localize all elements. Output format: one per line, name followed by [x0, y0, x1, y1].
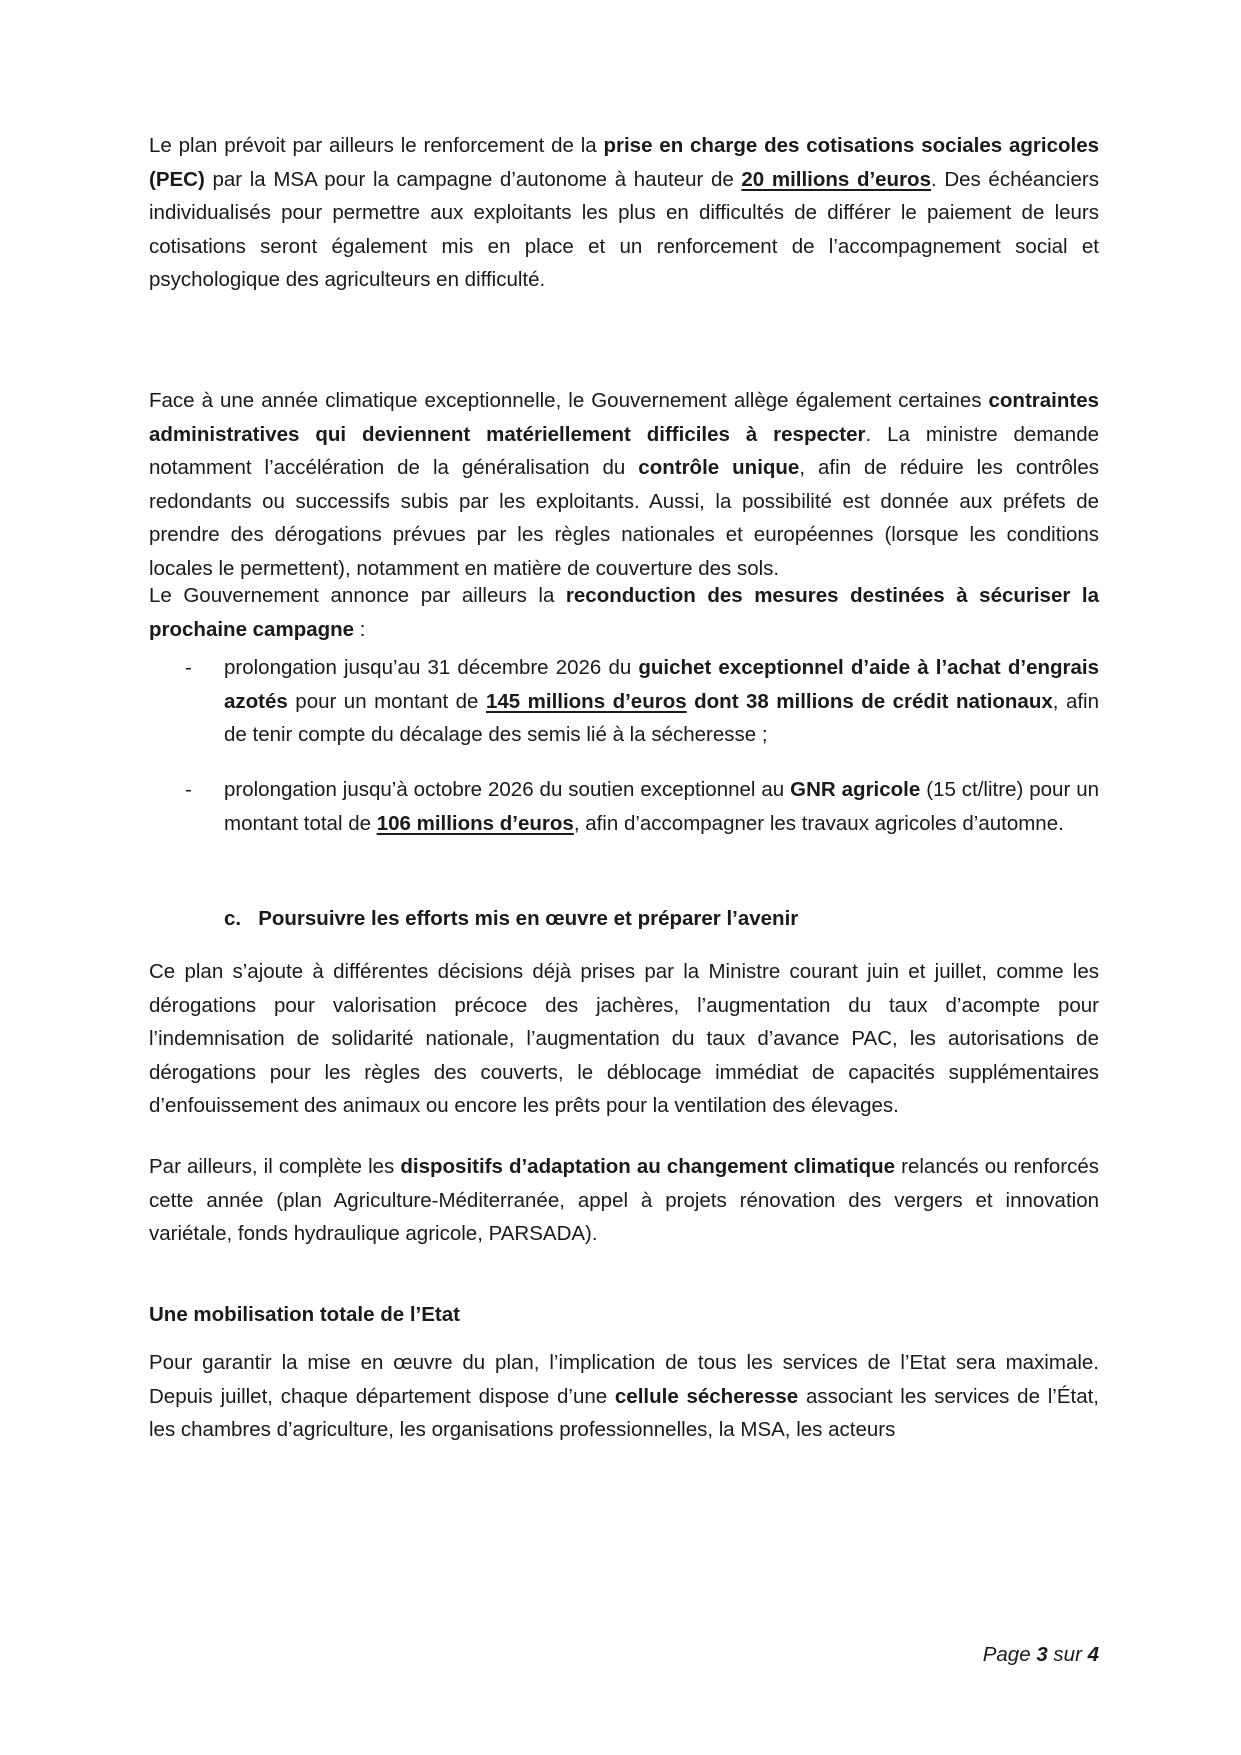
text-run: associant les services de l’État, les chambres d’agriculture, les organisations professionnelles, la MSA, les acteurs — [149, 1384, 1100, 1441]
current-page: 3 — [1036, 1643, 1048, 1666]
text-run: prolongation jusqu’à octobre 2026 du soutien exceptionnel au — [224, 778, 791, 801]
text-run: pour un montant de — [287, 689, 486, 713]
text-run: . La ministre demande notamment l’accélération de la généralisation du — [149, 422, 1099, 479]
subheading-marker: c. — [224, 907, 242, 930]
bullet-dash: - — [185, 778, 192, 801]
bullet-text — [224, 773, 1099, 840]
section-title: Une mobilisation totale de l’Etat — [149, 1303, 460, 1326]
text-run: Pour garantir la mise en œuvre du plan, l’implication de tous les services de l’Etat sera maximale. Depuis juillet, chaque département dispose d’une — [149, 1351, 1099, 1408]
paragraph-pec — [149, 129, 1099, 297]
page-number — [983, 1640, 1099, 1670]
text-run: , afin de tenir compte du décalage des semis lié à la sécheresse ; — [224, 689, 1099, 746]
paragraph-mobilisation — [149, 1346, 1099, 1447]
paragraph-adaptation — [149, 1150, 1099, 1251]
page-separator: sur — [1047, 1643, 1088, 1666]
underlined-amount: 20 millions d’euros — [741, 167, 931, 191]
text-run: Le Gouvernement annonce par ailleurs la — [149, 584, 566, 607]
text-run: . Des échéanciers individualisés pour permettre aux exploitants les plus en difficultés de différer le paiement de leurs cotisations seront également mis en place et un renforcement de l’accompagnement social et psychologique des agriculteurs en difficulté. — [149, 167, 1099, 291]
bullet-text — [224, 651, 1099, 752]
text-run: relancés ou renforcés cette année (plan Agriculture-Méditerranée, appel à projets rénovation des vergers et innovation variétale, fonds hydraulique agricole, PARSADA). — [149, 1155, 1100, 1245]
text-run: : — [354, 617, 366, 641]
underlined-amount: 106 millions d’euros — [376, 811, 574, 835]
text-run: Le plan prévoit par ailleurs le renforcement de la — [149, 134, 604, 157]
bold-text: dispositifs d’adaptation au changement climatique — [400, 1155, 896, 1178]
paragraph-decisions: Ce plan s’ajoute à différentes décisions déjà prises par la Ministre courant juin et juillet, comme les dérogations pour valorisation précoce des jachères, l’augmentation du taux d’acompte pour l’indemnisation de solidarité nationale, l’augmentation du taux d’avance PAC, les autorisations de dérogations pour les règles des couverts, le déblocage immédiat de capacités supplémentaires d’enfouissement des animaux ou encore les prêts pour la ventilation des élevages. — [149, 960, 1099, 1117]
bold-text: prise en charge des cotisations sociales agricoles (PEC) — [149, 134, 1099, 191]
text-run — [687, 690, 695, 713]
bold-text: GNR agricole — [790, 778, 921, 801]
text-run: , afin d’accompagner les travaux agricoles d’automne. — [573, 811, 1064, 835]
document-page — [149, 0, 1099, 1755]
subheading — [224, 902, 798, 936]
bold-text: contraintes administratives qui deviennent matériellement difficiles à respecter — [149, 389, 1099, 446]
total-pages: 4 — [1087, 1643, 1099, 1666]
subheading-text: Poursuivre les efforts mis en œuvre et préparer l’avenir — [258, 907, 799, 930]
underlined-amount: 145 millions d’euros — [485, 689, 687, 713]
page-prefix: Page — [982, 1643, 1037, 1666]
bold-text: cellule sécheresse — [614, 1384, 799, 1408]
bold-text: dont 38 millions de crédit nationaux — [694, 689, 1053, 713]
bold-text: reconduction des mesures destinées à sécuriser la prochaine campagne — [149, 584, 1099, 641]
text-run: par la MSA pour la campagne d’autonome à hauteur de — [204, 167, 742, 191]
text-run: (15 ct/litre) pour un montant total de — [224, 778, 1100, 835]
text-run: Face à une année climatique exceptionnelle, le Gouvernement allège également certaines — [149, 389, 989, 412]
paragraph-reconduction — [149, 579, 1099, 646]
text-run: Par ailleurs, il complète les — [149, 1155, 401, 1178]
bold-text: guichet exceptionnel d’aide à l’achat d’engrais azotés — [224, 656, 1099, 713]
bold-text: contrôle unique — [638, 456, 800, 479]
text-run: , afin de réduire les contrôles redondants ou successifs subis par les exploitants. Aussi, la possibilité est donnée aux préfets de prendre des dérogations prévues par les règles nationales et européennes (lorsque les conditions locales le permettent), notamment en matière de couverture des sols. — [149, 456, 1100, 580]
text-run: prolongation jusqu’au 31 décembre 2026 du — [224, 656, 639, 679]
paragraph-contraintes — [149, 384, 1099, 585]
bullet-dash: - — [185, 656, 192, 679]
